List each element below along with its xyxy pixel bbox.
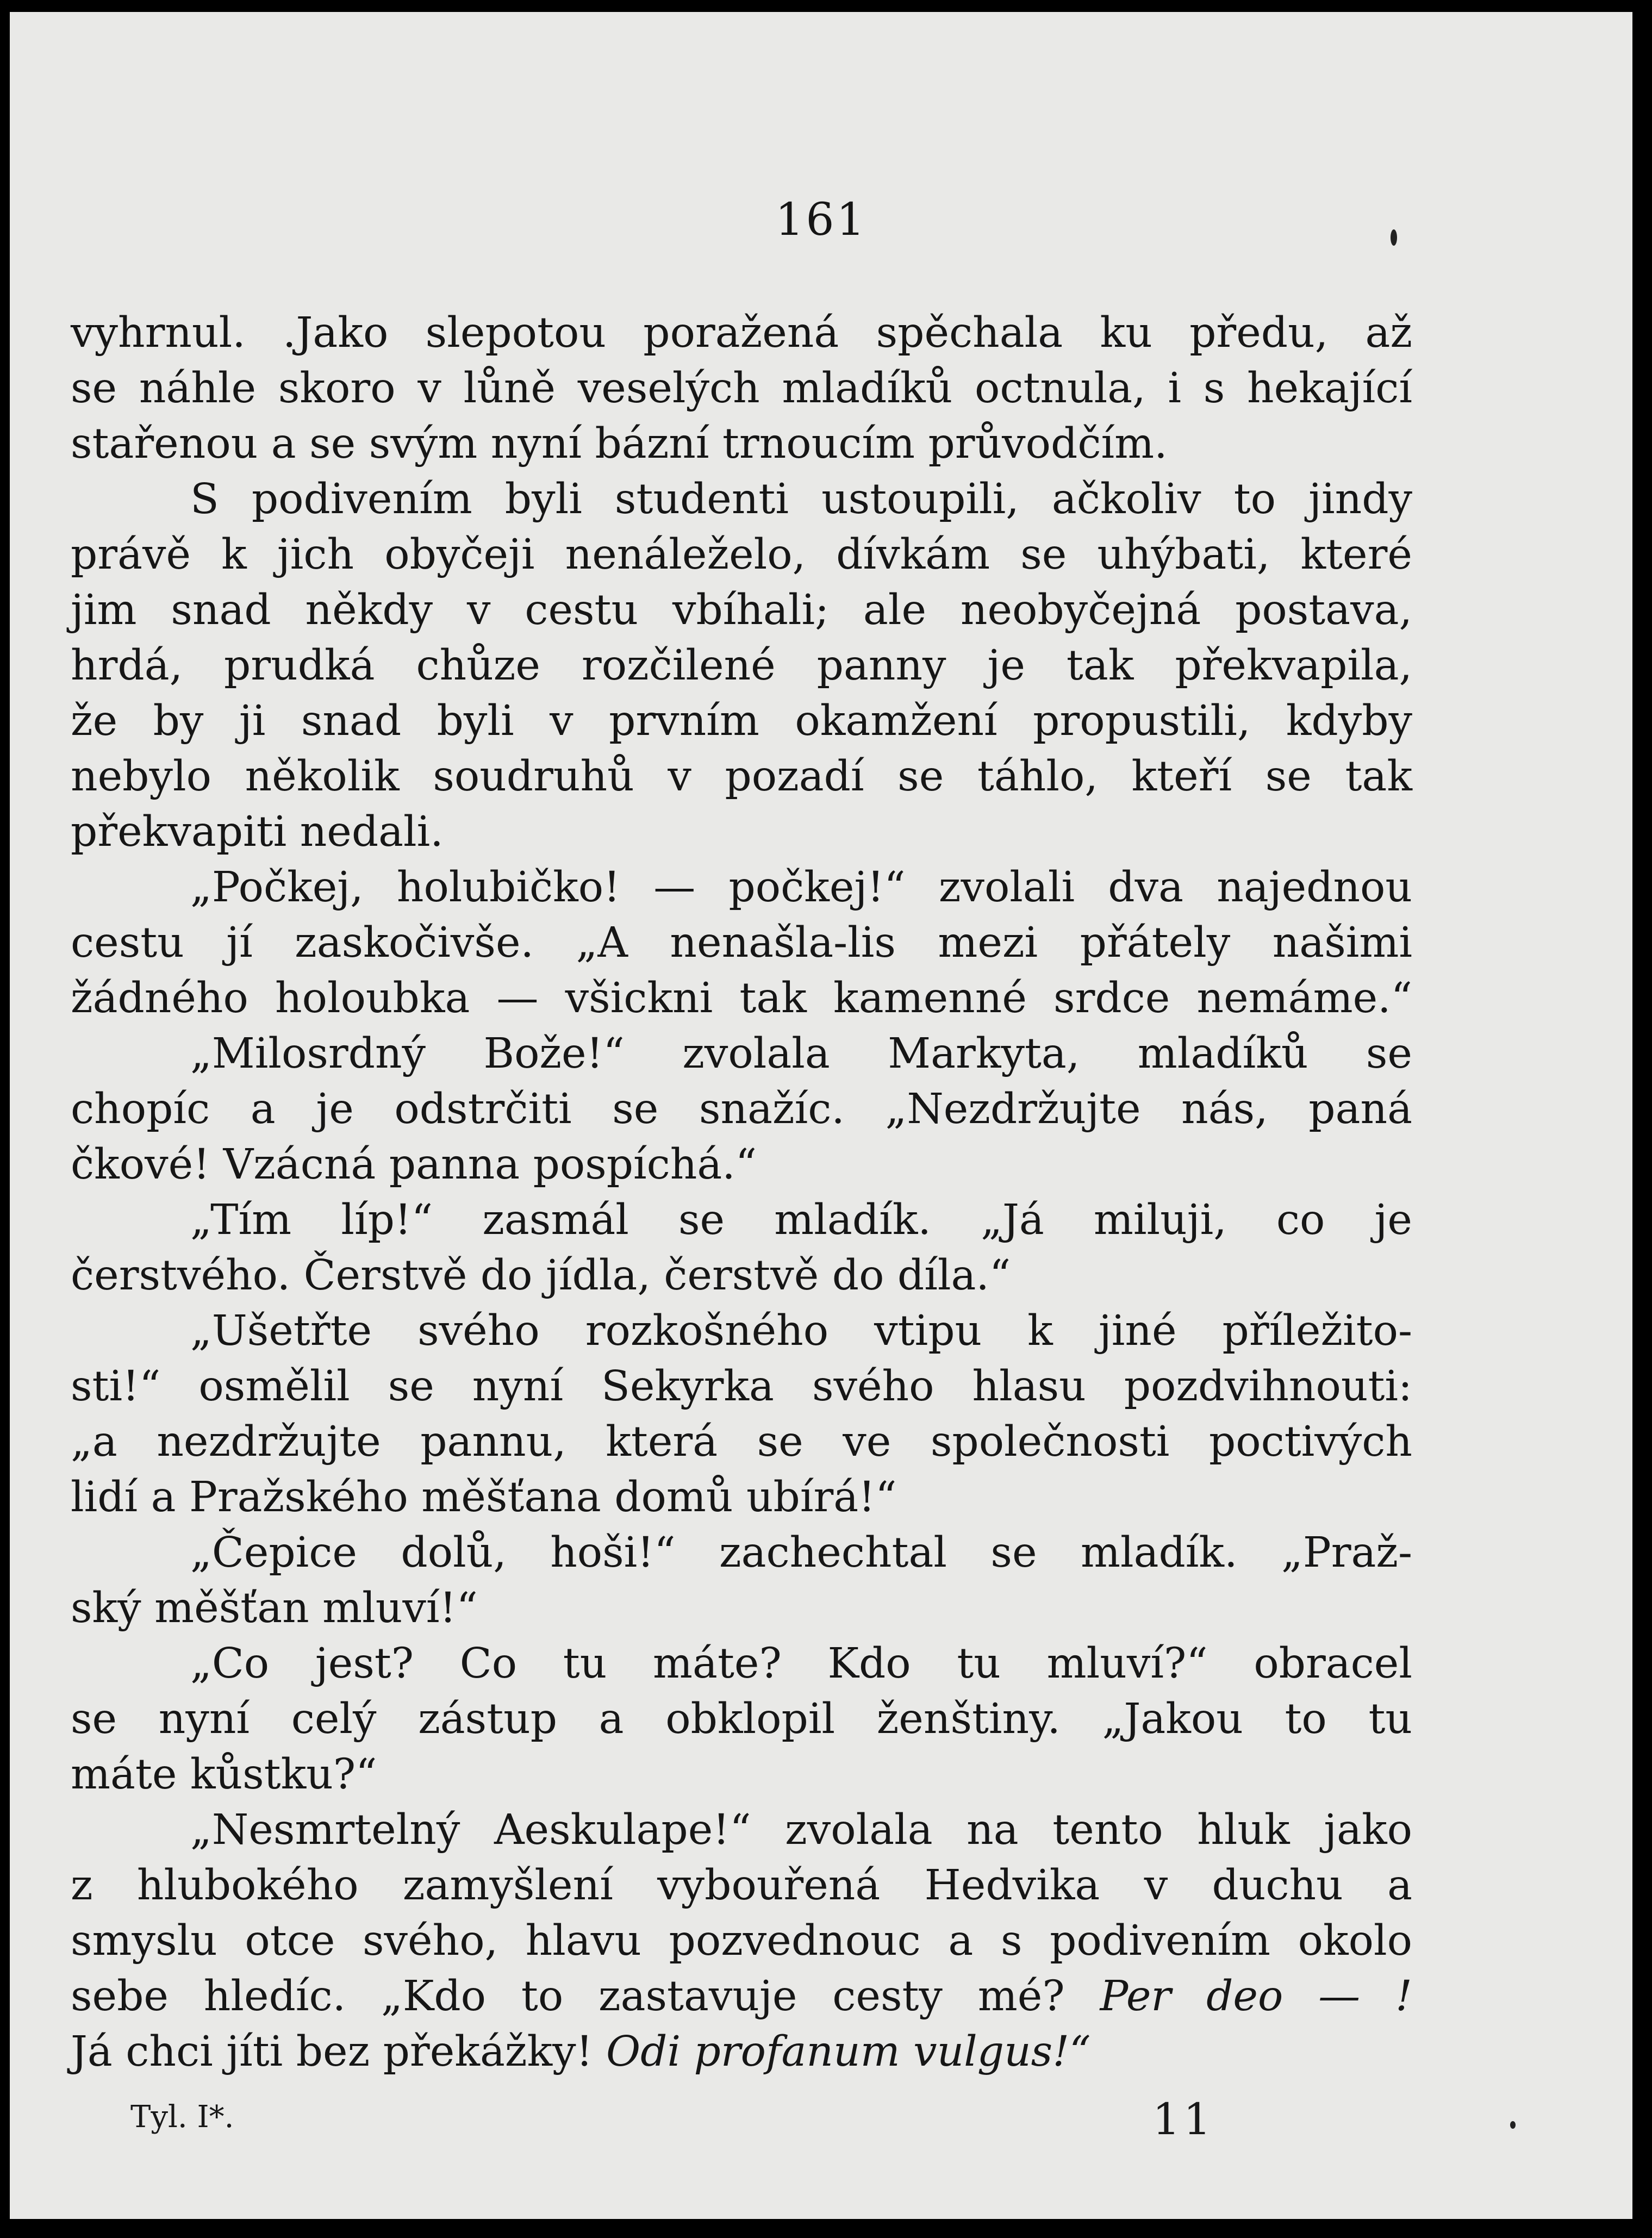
text-line: právě k jich obyčeji nenáleželo, dívkám se uhýbati, které — [71, 531, 1412, 579]
text-line: čkové! Vzácná panna pospíchá.“ — [71, 1140, 757, 1189]
text-line: vyhrnul. .Jako slepotou poražená spěchala ku předu, až — [71, 309, 1412, 357]
text-line: máte kůstku?“ — [71, 1750, 377, 1799]
text-line: cestu jí zaskočivše. „A nenašla-lis mezi přátely našimi — [71, 919, 1412, 967]
page-footer — [71, 2094, 1412, 2148]
text-line: se nyní celý zástup a obklopil ženštiny. „Jakou to tu — [71, 1695, 1412, 1743]
ink-speck — [1510, 2121, 1516, 2129]
text-line: překvapiti nedali. — [71, 808, 444, 856]
text-line: „Nesmrtelný Aeskulape!“ zvolala na tento hluk jako — [190, 1806, 1412, 1854]
text-line: stařenou a se svým nyní bázní trnoucím průvodčím. — [71, 420, 1168, 468]
text-line-start: sebe hledíc. „Kdo to zastavuje cesty mé? — [71, 1972, 1065, 2021]
text-line: žádného holoubka — všickni tak kamenné srdce nemáme.“ — [71, 974, 1412, 1023]
text-line: jim snad někdy v cestu vbíhali; ale neobyčejná postava, — [71, 586, 1412, 634]
sheet-number: 11 — [1152, 2094, 1214, 2145]
text-line: ský měšťan mluví!“ — [71, 1584, 478, 1632]
text-line: že by ji snad byli v prvním okamžení propustili, kdyby — [71, 697, 1412, 745]
text-line: „Ušetřte svého rozkošného vtipu k jiné příležito- — [190, 1307, 1412, 1355]
text-line: „Milosrdný Bože!“ zvolala Markyta, mladíků se — [190, 1030, 1412, 1078]
text-line-start: Já chci jíti bez překážky! — [71, 2028, 593, 2076]
text-line: sti!“ osmělil se nyní Sekyrka svého hlasu pozdvihnouti: — [71, 1362, 1412, 1411]
text-line — [71, 2024, 1412, 2080]
text-line: nebylo několik soudruhů v pozadí se táhlo, kteří se tak — [71, 752, 1412, 801]
text-line: hrdá, prudká chůze rozčilené panny je tak překvapila, — [71, 641, 1412, 690]
text-line: „Co jest? Co tu máte? Kdo tu mluví?“ obracel — [190, 1639, 1412, 1688]
text-line: čerstvého. Čerstvě do jídla, čerstvě do díla.“ — [71, 1251, 1011, 1300]
text-line: S podivením byli studenti ustoupili, ačkoliv to jindy — [190, 475, 1412, 523]
page-number: 161 — [775, 194, 867, 246]
italic-phrase: Per deo — ! — [1100, 1972, 1412, 2021]
text-line: lidí a Pražského měšťana domů ubírá!“ — [71, 1473, 897, 1522]
book-page — [10, 12, 1632, 2219]
text-line: z hlubokého zamyšlení vybouřená Hedvika v duchu a — [71, 1861, 1412, 1910]
italic-phrase: Odi profanum vulgus!“ — [606, 2028, 1091, 2076]
text-line: se náhle skoro v lůně veselých mladíků octnula, i s hekající — [71, 364, 1412, 413]
text-line: „Čepice dolů, hoši!“ zachechtal se mladík. „Praž- — [190, 1529, 1412, 1577]
text-line: smyslu otce svého, hlavu pozvednouc a s podivením okolo — [71, 1917, 1412, 1965]
signature-mark: Tyl. I*. — [130, 2099, 234, 2135]
ink-speck — [1391, 229, 1397, 246]
text-line: „a nezdržujte pannu, která se ve společnosti poctivých — [71, 1418, 1412, 1466]
text-line — [71, 1969, 1412, 2024]
text-line: chopíc a je odstrčiti se snažíc. „Nezdržujte nás, paná — [71, 1085, 1412, 1133]
body-text — [71, 306, 1412, 2080]
text-line: „Počkej, holubičko! — počkej!“ zvolali dva najednou — [190, 863, 1412, 912]
text-line: „Tím líp!“ zasmál se mladík. „Já miluji, co je — [190, 1196, 1412, 1244]
